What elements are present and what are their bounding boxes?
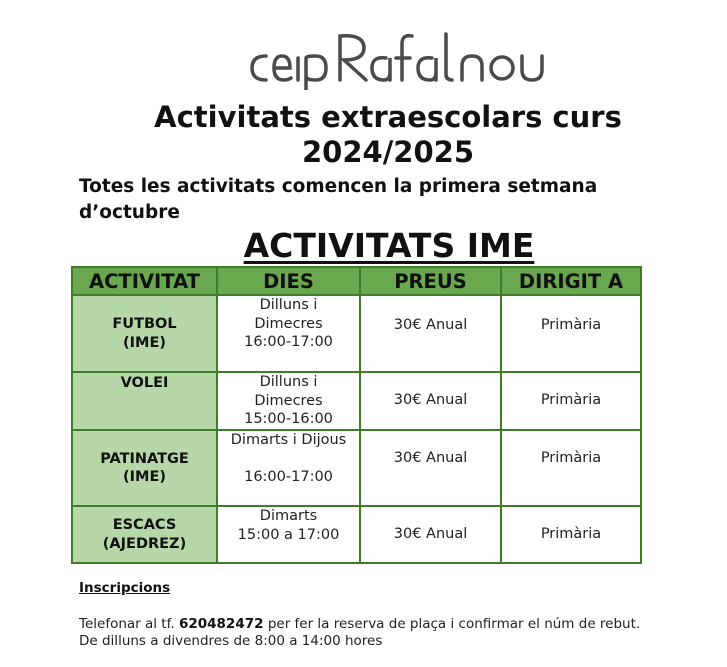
activities-table [71, 266, 642, 564]
table-row [72, 295, 641, 372]
activity-name: PATINATGE (IME) [100, 450, 189, 485]
price-cell [360, 295, 501, 372]
phone-prefix: Telefonar al tf. [79, 616, 175, 632]
days-text: Dilluns i Dimecres 15:00-16:00 [244, 374, 333, 427]
days-cell [217, 372, 360, 430]
target-text: Primària [540, 526, 602, 543]
days-cell [217, 506, 360, 563]
table-row [72, 506, 641, 563]
target-cell [501, 372, 641, 430]
days-cell [217, 430, 360, 506]
activity-name-cell [72, 295, 217, 372]
price-cell [360, 506, 501, 563]
price-text: 30€ Anual [393, 450, 468, 466]
start-date-note: Totes les activitats comencen la primera setmana d’octubre [79, 176, 598, 223]
price-text: 30€ Anual [393, 392, 468, 408]
column-header-activity: ACTIVITAT [72, 267, 217, 295]
column-header-prices: PREUS [360, 267, 501, 295]
price-text: 30€ Anual [393, 317, 468, 333]
table-row [72, 430, 641, 506]
price-text: 30€ Anual [393, 526, 468, 543]
target-cell [501, 506, 641, 563]
page-title: Activitats extraescolars curs 2024/2025 [154, 100, 622, 169]
inscriptions-phone-line [79, 615, 640, 633]
table-header-row [72, 267, 641, 295]
phone-suffix: per fer la reserva de plaça i confirmar el núm de rebut. [267, 616, 641, 632]
activity-name-cell [72, 430, 217, 506]
days-text: Dilluns i Dimecres 16:00-17:00 [244, 297, 333, 350]
target-cell [501, 430, 641, 506]
section-heading: ACTIVITATS IME [243, 226, 535, 265]
activity-name-cell [72, 506, 217, 563]
table-row [72, 372, 641, 430]
target-text: Primària [540, 392, 602, 408]
phone-number[interactable]: 620482472 [178, 616, 264, 632]
target-cell [501, 295, 641, 372]
days-text: Dimarts i Dijous 16:00-17:00 [230, 432, 347, 485]
activity-name: ESCACS (AJEDREZ) [102, 517, 187, 552]
price-cell [360, 372, 501, 430]
price-cell [360, 430, 501, 506]
target-text: Primària [540, 317, 602, 333]
activity-name: FUTBOL (IME) [112, 316, 177, 351]
inscriptions-hours-line: De dilluns a divendres de 8:00 a 14:00 hores [79, 633, 383, 649]
activity-name-cell [72, 372, 217, 430]
column-header-days: DIES [217, 267, 360, 295]
column-header-target: DIRIGIT A [501, 267, 641, 295]
days-cell [217, 295, 360, 372]
target-text: Primària [540, 450, 602, 466]
inscriptions-heading: Inscripcions [79, 580, 171, 596]
days-text: Dimarts 15:00 a 17:00 [237, 508, 340, 543]
school-logo [246, 26, 546, 90]
activity-name: VOLEI [120, 375, 169, 391]
school-logo-graphic [246, 26, 546, 90]
